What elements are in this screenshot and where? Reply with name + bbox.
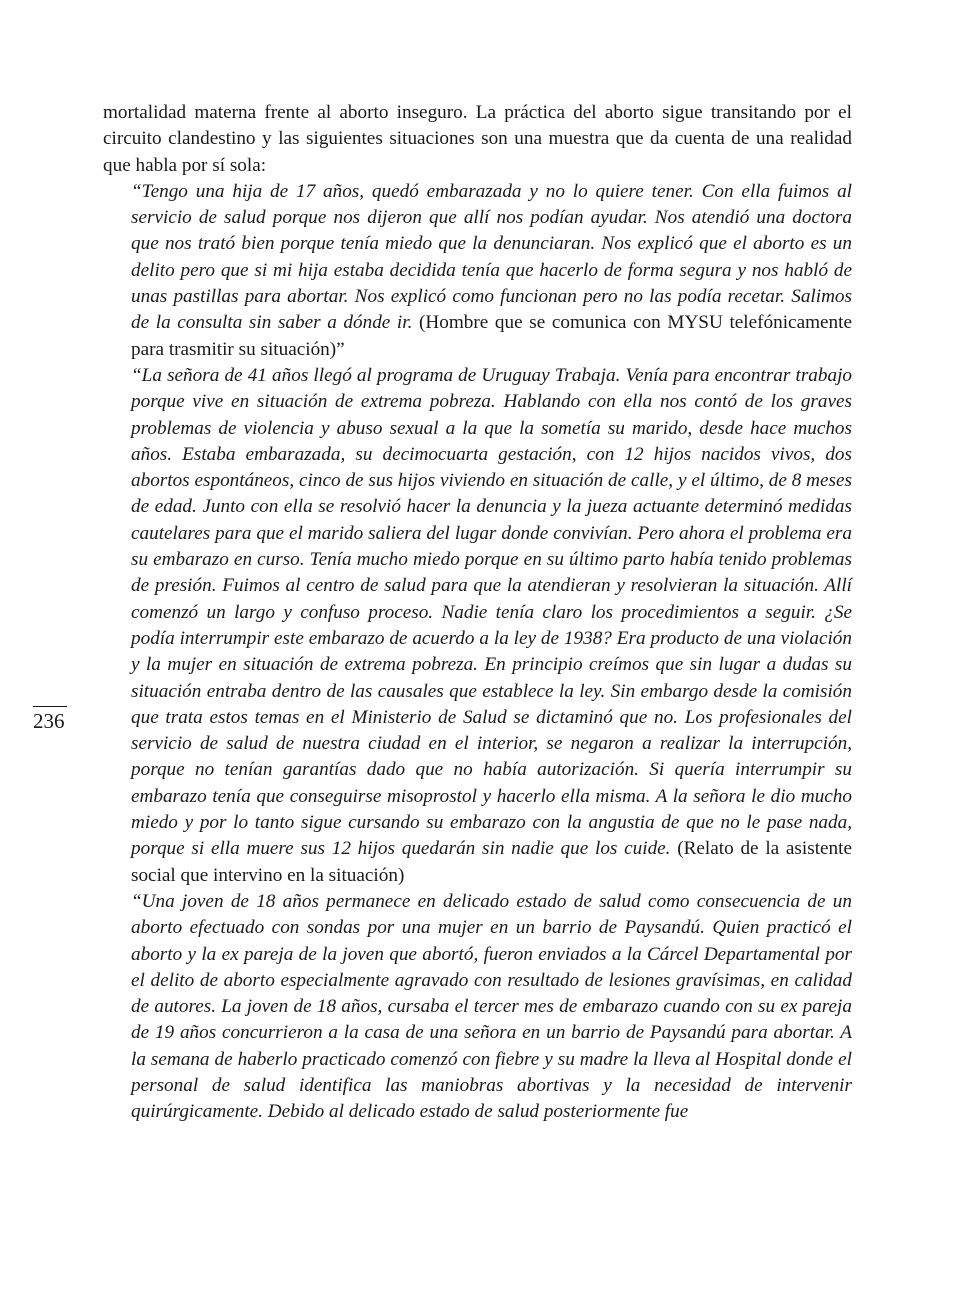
testimony-quote-1 bbox=[131, 179, 852, 363]
quote-attribution: (Hombre que se comunica con MYSU telefónicamente para trasmitir su situación)” bbox=[131, 312, 852, 360]
quote-text: “La señora de 41 años llegó al programa de Uruguay Trabaja. Venía para encontrar trabajo porque vive en situación de extrema pobreza. Hablando con ella nos contó de los graves problemas de violencia y abuso sexual a la que la sometía su marido, desde hace muchos años. Estaba embarazada, su decimocuarta gestación, con 12 hijos nacidos vivos, dos abortos espontáneos, cinco de sus hijos viviendo en situación de calle, y el último, de 8 meses de edad. Junto con ella se resolvió hacer la denuncia y la jueza actuante determinó medidas cautelares para que el marido saliera del lugar donde convivían. Pero ahora el problema era su embarazo en curso. Tenía mucho miedo porque en su último parto había tenido problemas de presión. Fuimos al centro de salud para que la atendieran y resolvieran la situación. Allí comenzó un largo y confuso proceso. Nadie tenía claro los procedimientos a seguir. ¿Se podía interrumpir este embarazo de acuerdo a la ley de 1938? Era producto de una violación y la mujer en situación de extrema pobreza. En principio creímos que sin lugar a dudas su situación entraba dentro de las causales que establece la ley. Sin embargo desde la comisión que trata estos temas en el Ministerio de Salud se dictaminó que no. Los profesionales del servicio de salud de nuestra ciudad en el interior, se negaron a realizar la interrupción, porque no tenían garantías dado que no había autorización. Si quería interrumpir su embarazo tenía que conseguirse misoprostol y hacerlo ella misma. A la señora le dio mucho miedo y por lo tanto sigue cursando su embarazo con la angustia de que no le pase nada, porque si ella muere sus 12 hijos quedarán sin nadie que los cuide. bbox=[131, 364, 852, 860]
testimony-quote-3 bbox=[131, 889, 852, 1126]
quote-text: “Tengo una hija de 17 años, quedó embarazada y no lo quiere tener. Con ella fuimos al servicio de salud porque nos dijeron que allí nos podían ayudar. Nos atendió una doctora que nos trató bien porque tenía miedo que la denunciaran. Nos explicó que el aborto es un delito pero que si mi hija estaba decidida tenía que hacerlo de forma segura y nos habló de unas pastillas para abortar. Nos explicó como funcionan pero no las podía recetar. Salimos de la consulta sin saber a dónde ir. bbox=[131, 180, 852, 334]
quote-attribution: (Relato de la asistente social que intervino en la situación) bbox=[131, 838, 852, 886]
page-number: 236 bbox=[33, 709, 65, 733]
testimony-quote-2 bbox=[131, 363, 852, 889]
body-text bbox=[103, 100, 852, 1126]
page-number-rule bbox=[33, 706, 67, 707]
quote-text: “Una joven de 18 años permanece en delicado estado de salud como consecuencia de un aborto efectuado con sondas por una mujer en un barrio de Paysandú. Quien practicó el aborto y la ex pareja de la joven que abortó, fueron enviados a la Cárcel Departamental por el delito de aborto especialmente agravado con resultado de lesiones gravísimas, en calidad de autores. La joven de 18 años, cursaba el tercer mes de embarazo cuando con su ex pareja de 19 años concurrieron a la casa de una señora en un barrio de Paysandú para abortar. A la semana de haberlo practicado comenzó con fiebre y su madre la lleva al Hospital donde el personal de salud identifica las maniobras abortivas y la necesidad de intervenir quirúrgicamente. Debido al delicado estado de salud posteriormente fue bbox=[131, 890, 852, 1123]
intro-paragraph: mortalidad materna frente al aborto inseguro. La práctica del aborto sigue transitando por el circuito clandestino y las siguientes situaciones son una muestra que da cuenta de una realidad que habla por sí sola: bbox=[103, 102, 852, 176]
